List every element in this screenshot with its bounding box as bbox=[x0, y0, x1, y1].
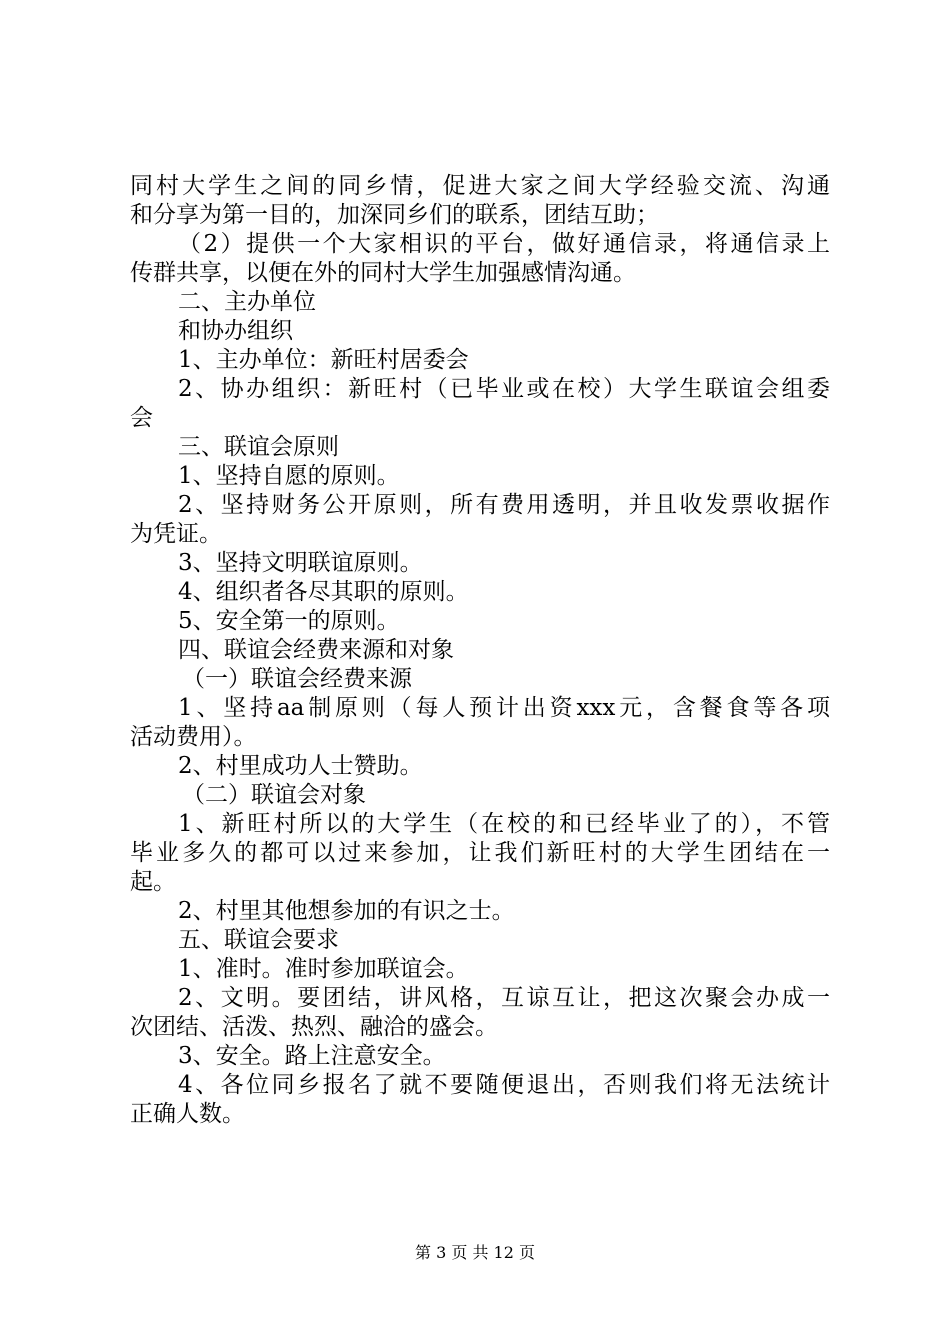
text-line: 1、主办单位：新旺村居委会 bbox=[178, 347, 469, 373]
subsection-heading: （二）联谊会对象 bbox=[182, 782, 366, 808]
text-line: 次团结、活泼、热烈、融洽的盛会。 bbox=[130, 1014, 498, 1040]
document-body bbox=[130, 172, 830, 1129]
text-line: 4、各位同乡报名了就不要随便退出，否则我们将无法统计 bbox=[178, 1072, 830, 1098]
text-line: 4、组织者各尽其职的原则。 bbox=[178, 579, 469, 605]
text-line: 毕业多久的都可以过来参加，让我们新旺村的大学生团结在一 bbox=[130, 840, 830, 866]
text-line: 1、准时。准时参加联谊会。 bbox=[178, 956, 469, 982]
text-line: 2、协办组织：新旺村（已毕业或在校）大学生联谊会组委 bbox=[178, 376, 830, 402]
text-line: 2、文明。要团结，讲风格，互谅互让，把这次聚会办成一 bbox=[178, 985, 830, 1011]
text-line: 1、新旺村所以的大学生（在校的和已经毕业了的），不管 bbox=[178, 811, 830, 837]
text-line: 活动费用）。 bbox=[130, 724, 257, 750]
section-heading: 五、联谊会要求 bbox=[178, 927, 339, 953]
text-line: 会 bbox=[130, 405, 153, 431]
text-line: 为凭证。 bbox=[130, 521, 222, 547]
text-line: 1、坚持aa制原则（每人预计出资xxx元，含餐食等各项 bbox=[178, 695, 830, 721]
text-line: 1、坚持自愿的原则。 bbox=[178, 463, 400, 489]
subsection-heading: （一）联谊会经费来源 bbox=[182, 666, 412, 692]
text-line: 传群共享，以便在外的同村大学生加强感情沟通。 bbox=[130, 260, 636, 286]
text-line: 正确人数。 bbox=[130, 1101, 245, 1127]
section-heading: 和协办组织 bbox=[178, 318, 293, 344]
text-line: （2）提供一个大家相识的平台，做好通信录，将通信录上 bbox=[178, 231, 830, 257]
text-line: 2、村里成功人士赞助。 bbox=[178, 753, 423, 779]
text-line: 同村大学生之间的同乡情，促进大家之间大学经验交流、沟通 bbox=[130, 173, 830, 199]
text-line: 3、安全。路上注意安全。 bbox=[178, 1043, 446, 1069]
text-line: 2、村里其他想参加的有识之士。 bbox=[178, 898, 515, 924]
text-line: 和分享为第一目的，加深同乡们的联系，团结互助； bbox=[130, 202, 659, 228]
section-heading: 四、联谊会经费来源和对象 bbox=[178, 637, 454, 663]
text-line: 5、安全第一的原则。 bbox=[178, 608, 400, 634]
section-heading: 二、主办单位 bbox=[178, 289, 316, 315]
text-line: 起。 bbox=[130, 869, 176, 895]
text-line: 2、坚持财务公开原则，所有费用透明，并且收发票收据作 bbox=[178, 492, 830, 518]
section-heading: 三、联谊会原则 bbox=[178, 434, 339, 460]
page-number-footer: 第 3 页 共 12 页 bbox=[415, 1243, 535, 1262]
text-line: 3、坚持文明联谊原则。 bbox=[178, 550, 423, 576]
